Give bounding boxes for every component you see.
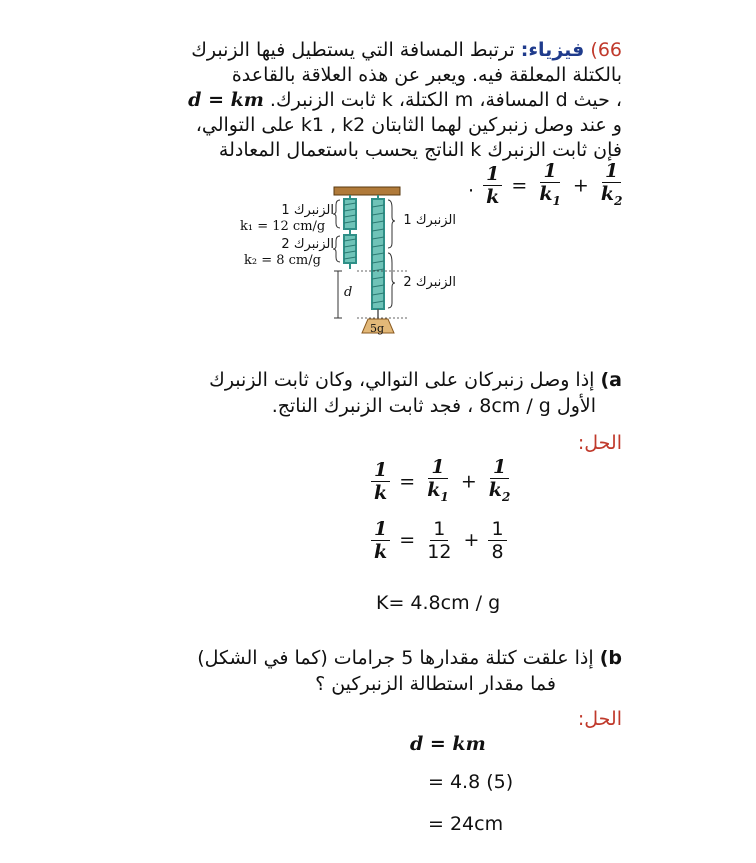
part-b-text-1: إذا علقت كتلة مقدارها 5 جرامات (كما في الشكل) — [197, 647, 594, 669]
part-a-eq2: $\frac{1}{k}$ = $\frac{1}{12}$ + $\frac{1}{8}$ — [368, 518, 510, 563]
problem-number: 66) — [590, 39, 622, 61]
fig-spring1-label: الزنبرك 1 — [281, 203, 334, 218]
combined-formula: . $\frac{1}{k}$ = $\frac{1}{k_1}$ + $\frac{1}{k_2}$ — [468, 160, 623, 209]
problem-line-1 — [22, 38, 622, 63]
part-a-text-1: إذا وصل زنبركان على التوالي، وكان ثابت الزنبرك — [209, 369, 595, 391]
fig-spring2-label: الزنبرك 2 — [281, 237, 334, 252]
right-spring — [372, 195, 384, 309]
left-spring-1 — [344, 195, 356, 229]
rule-formula: d = km — [188, 89, 264, 111]
problem-line-2: بالكتلة المعلقة فيه. ويعبر عن هذه العلاقة بالقاعدة — [231, 64, 622, 86]
part-a-line-1 — [22, 368, 622, 393]
fig-mass-label: 5g — [370, 322, 385, 335]
left-spring-2 — [344, 229, 356, 269]
problem-line-5: فإن ثابت الزنبرك k الناتج يحسب باستعمال المعادلة — [218, 139, 622, 161]
springs-figure — [232, 183, 456, 343]
fig-spring2-k: k₂ = 8 cm/g — [244, 253, 321, 268]
problem-line-4: و عند وصل زنبركين لهما الثابتان k1 , k2 على التوالي، — [195, 114, 622, 136]
fig-spring1-k: k₁ = 12 cm/g — [240, 219, 326, 234]
part-b-solution-label: الحل: — [577, 708, 622, 730]
part-b-line-2: فما مقدار استطالة الزنبركين ؟ — [315, 673, 556, 695]
problem-topic: فيزياء: — [520, 39, 585, 61]
problem-text-1: ترتبط المسافة التي يستطيل فيها الزنبرك — [191, 39, 515, 61]
fig-right-label-2: الزنبرك 2 — [403, 275, 456, 290]
ceiling-bar — [334, 187, 400, 195]
part-b-step-2: = 4.8 (5) — [428, 771, 514, 793]
part-a-eq1: $\frac{1}{k}$ = $\frac{1}{k_1}$ + $\frac{1}{k_2}$ — [368, 456, 516, 508]
part-a-letter: a) — [600, 369, 622, 391]
part-b-step-1: d = km — [410, 733, 486, 755]
part-b-line-1 — [22, 646, 622, 671]
part-b-step-3: = 24cm — [428, 813, 504, 835]
problem-line-3 — [22, 88, 622, 113]
problem-text-3: ، حيث d المسافة، m الكتلة، k ثابت الزنبرك. — [269, 89, 622, 111]
part-a-solution-label: الحل: — [577, 432, 622, 454]
part-a-result: K= 4.8cm / g — [376, 592, 501, 614]
part-b-letter: b) — [599, 647, 622, 669]
part-a-line-2: الأول 8cm / g ، فجد ثابت الزنبرك الناتج. — [271, 395, 596, 417]
fig-d-label: d — [344, 285, 353, 300]
fig-right-label-1: الزنبرك 1 — [403, 213, 456, 228]
